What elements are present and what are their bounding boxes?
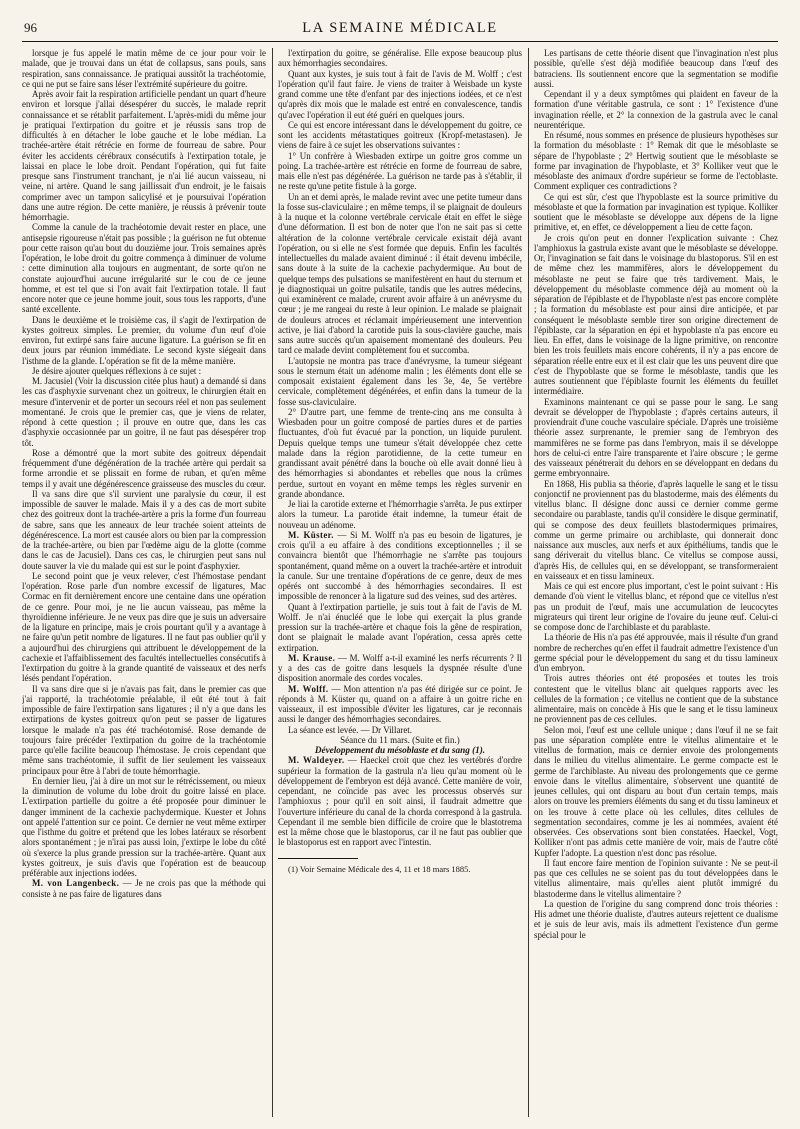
column-1 (22, 48, 266, 1117)
page-number: 96 (24, 20, 37, 35)
footnote: (1) Voir Semaine Médicale des 4, 11 et 18 mars 1885. (288, 863, 471, 874)
paragraph: Cependant il y a deux symptômes qui plaident en faveur de la formation d'une véritable gastrula, ce sont : 1° l'existence d'une invagination réelle, et 2° la connexion de la gastrula avec le canal neurentérique. (534, 89, 778, 130)
paragraph: Je liai la carotide externe et l'hémorrhagie s'arrêta. Je pus extirper alors la tumeur. La parotide était indemne, la tumeur était de nouveau un adénome. (278, 499, 522, 530)
paragraph: En dernier lieu, j'ai à dire un mot sur le rétrécissement, ou mieux la diminution de volume du lobe droit du goitre laissé en place. L'extirpation partielle du goitre a été proposée pour diminuer le danger imminent de la cachexie pachydermique. Kuester et Johns ont appelé l'attention sur ce point. Ce dernier ne veut même extirper que l'isthme du goitre et prétend que les lobes latéraux se résorbent alors spontanément ; je n'irai pas aussi loin, j'extirpe le lobe du côté où s'exerce la plus grande pression sur la trachée-artère. Quant aux kystes goitreux, je suis d'avis que l'opération est de beaucoup préférable aux injections iodées. (22, 775, 266, 878)
paragraph: Selon moi, l'œuf est une cellule unique ; dans l'œuf il ne se fait pas une séparation complète entre le vitellus alimentaire et le vitellus de formation, mais ce dernier envoie des prolongements dans le milieu du vitellus alimentaire. Le germe compacte est le germe de l'archiblaste. Au niveau des prolongements que ce germe envoie dans le vitellus alimentaire, s'observent une quantité de jeunes cellules, qui ont disparu au bout d'un certain temps, mais alors on trouve les premiers éléments du sang et du tissu lamineux et on les trouve à cette place où les cellules, dites cellules de segmentation secondaires, comme je les ai nommées, avaient été observées. Ces observations sont bien constatées. Haeckel, Vogt, Kolliker n'ont pas admis cette manière de voir, mais de l'autre côté Kupfer l'adopte. La question n'est donc pas résolue. (534, 724, 778, 858)
paragraph: M. Jacusiel (Voir la discussion citée plus haut) a demandé si dans les cas d'asphyxie survenant chez un goitreux, le chirurgien était en mesure d'intervenir et de porter un secours réel et non pas seulement momentané. Je crois que le premier cas, que je viens de relater, répond à cette question ; il prouve en outre que, dans les cas d'asphyxie occasionnée par un goitre, il ne faut pas désespérer trop tôt. (22, 376, 266, 448)
page-header (22, 12, 778, 42)
session-closing: La séance est levée. — Dr Villaret. (288, 724, 412, 735)
paragraph: Il faut encore faire mention de l'opinion suivante : Ne se peut-il pas que ces cellules ne se soient pas du tout développées dans le vitellus alimentaire, mais qu'elles aient plutôt immigré du blastoderme dans le vitellus alimentaire ? (534, 857, 778, 899)
speaker-paragraph (278, 530, 522, 602)
column-2 (278, 48, 522, 1117)
paragraph: Je crois qu'on peut en donner l'explication suivante : Chez l'amphioxus la gastrula existe avant que le mésoblaste se développe. Or, l'invagination se fait dans le voisinage du blastoporus. S'il en est de même chez les mammifères, alors le développement du mésoblaste ne peut se faire que très tardivement. Mais, le développement du mésoblaste commence déjà au moment où la séparation de l'épiblaste et de l'hypoblaste n'est pas encore complète ; la formation du mésoblaste est pour ainsi dire anticipée, et par conséquent le mésoblaste semble tirer son origine directement de l'épiblaste, car la séparation en épi et hypoblaste n'a pas encore eu lieu. En effet, dans le voisinage de la ligne primitive, on rencontre bien les trois feuillets mais encore cohérents, il n'y a pas encore de séparation réelle entre eux et il est clair que les uns peuvent dire que c'est de l'hypoblaste que se forme le mésoblaste, tandis que les autres soutiennent que l'épiblaste fournit les éléments du feuillet intermédiaire. (534, 232, 778, 397)
section-title: Développement du mésoblaste et du sang (1). (314, 745, 486, 755)
speaker-name: M. Küster. (288, 529, 334, 540)
journal-title: LA SEMAINE MÉDICALE (302, 20, 498, 36)
paragraph: Ce qui est sûr, c'est que l'hypoblaste est la source primitive du mésoblaste et que la formation par invagination est typique. Kolliker soutient que le mésoblaste se développe aux dépens de la ligne primitive, et, en effet, ce développement a lieu de cette façon. (534, 191, 778, 233)
paragraph: lorsque je fus appelé le matin même de ce jour pour voir le malade, que je trouvai dans un état de collapsus, sans pouls, sans respiration, sans connaissance. Je pratiquai aussitôt la trachéotomie, ce qui ne put se faire sans léser l'extrémité supérieure du goitre. (22, 48, 266, 89)
session-heading: Séance du 11 mars. (Suite et fin.) (340, 734, 460, 745)
page (22, 12, 778, 1117)
column-3 (534, 48, 778, 1117)
paragraph: Ce qui est encore intéressant dans le développement du goitre, ce sont les accidents métastatiques goitreux (Kropf-metastasen). Je viens de faire à ce sujet les observations suivantes : (278, 119, 522, 151)
paragraph-text: — M. Wolff a-t-il examiné les nerfs récurrents ? Il y a des cas de goitre dans lesquels la dyspnée résulte d'une disposition anormale des cordes vocales. (278, 652, 522, 684)
paragraph: 2° D'autre part, une femme de trente-cinq ans me consulta à Wiesbaden pour un goitre composé de parties dures et de parties fluctuantes, d'où fut évacué par la ponction, un liquide purulent. Depuis quelque temps une tumeur s'était développée chez cette malade dans la région parotidienne, de la cette tumeur en grandissant avait pénétré dans la bouche où elle avait donné lieu à des hémorrhagies si abondantes et rebelles que nous la crûmes perdue, surtout en voyant en même temps les règles survenir en grande abondance. (278, 406, 522, 499)
paragraph-text: — Haeckel croit que chez les vertébrés d'ordre supérieur la formation de la gastrula n'a lieu qu'au moment où le développement de l'embryon est déjà avancé. Cette manière de voir, cependant, ne coïncide pas avec les processus observés sur l'amphioxus ; pour qu'il en soit ainsi, il faudrait admettre que l'ouverture inférieure du canal de la chorda correspond à la gastrula. Cependant il me semble bien difficile de croire que le blastotrema est la même chose que le blastoporus, car il ne faut pas oublier que le blastoporus est en rapport avec l'intestin. (278, 755, 522, 848)
paragraph-text: — Mon attention n'a pas été dirigée sur ce point. Je réponds à M. Küster qu, quand on a affaire à un goitre riche en vaisseaux, il est impossible d'éviter les ligatures, car je reconnais aussi le danger des hémorrhagies secondaires. (278, 683, 522, 725)
speaker-paragraph (278, 684, 522, 725)
paragraph: Rose a démontré que la mort subite des goitreux dépendait fréquemment d'une dégénération de la trachée artère qui perdait sa forme arrondie et se plissait en forme de ruban, et qu'en même temps il y avait une dégénérescence graisseuse des muscles du cœur. (22, 447, 266, 489)
text-columns (22, 48, 778, 1117)
paragraph: Dans le deuxième et le troisième cas, il s'agit de l'extirpation de kystes goitreux simples. Le premier, du volume d'un œuf d'oie environ, fut extirpé sans faire aucune ligature. La guérison se fit en deux jours par réunion immédiate. Le second kyste siégeait dans l'isthme de la glande. L'opération se fit de la même manière. (22, 314, 266, 366)
column-divider (528, 48, 529, 1117)
paragraph: Le second point que je veux relever, c'est l'hémostase pendant l'opération. Rose parle d'un nombre excessif de ligatures, Mac Cormac en fit dernièrement encore une centaine dans une opération de ce genre. Pour moi, je ne lie aucun vaisseau, pas même la thyroïdienne inférieure. Je ne veux pas dire que je suis un adversaire de la ligature en principe, mais je crois pourtant qu'il y a avantage à ne faire qu'un petit nombre de ligatures. Il ne faut pas oublier qu'il y a aujourd'hui des chirurgiens qui attribuent le développement de la cachexie et l'affaiblissement des facultés intellectuelles consécutifs à l'extirpation du goitre à la grande quantité de vaisseaux et des nerfs lésés pendant l'opération. (22, 570, 266, 684)
paragraph: Trois autres théories ont été proposées et toutes les trois contestent que le vitellus blanc ait quelques rapports avec les cellules de la formation ; ce vitellus ne contient que de la substance alimentaire, mais on concède à His que le sang et le tissu lamineux ne proviennent pas de ces cellules. (534, 673, 778, 725)
paragraph: Les partisans de cette théorie disent que l'invagination n'est plus possible, qu'elle s'est déjà modifiée beaucoup dans l'œuf des batraciens. Ils soutiennent encore que la segmentation se modifie aussi. (534, 48, 778, 89)
paragraph: Comme la canule de la trachéotomie devait rester en place, une antisepsie rigoureuse n'était pas possible ; la guérison ne fut obtenue pour cette raison qu'au bout du douzième jour. Trois semaines après l'opération, le lobe droit du goitre commença à diminuer de volume : cette diminution alla toujours en augmentant, de sorte qu'on ne constate aujourd'hui aucune irrégularité sur le cou de ce jeune homme, et est tel que si l'on avait fait l'extirpation totale. Il faut encore noter que ce jeune homme jouit, sous tous les rapports, d'une santé excellente. (22, 222, 266, 315)
paragraph: La théorie de His n'a pas été approuvée, mais il résulte d'un grand nombre de recherches qu'en effet il faudrait admettre l'existence d'un germe spécial pour le développement du sang et du tissu lamineux d'un embryon. (534, 632, 778, 673)
paragraph: l'extirpation du goitre, se généralise. Elle expose beaucoup plus aux hémorrhagies secondaires. (278, 48, 522, 69)
paragraph: Il va sans dire que s'il survient une paralysie du cœur, il est impossible de sauver le malade. Mais il y a des cas de mort subite chez des goitreux dont la trachée-artère a pris la forme d'un fourreau de sabre, sans que les anneaux de leur trachée soient atteints de dégénérescence. La mort est causée alors ou bien par la compression de la trachée-artère, ou bien par l'œdème aigu de la glotte (comme dans le cas de Jacusiel). Dans ces cas, le chirurgien peut sans nul doute sauver la vie du malade qui est sur le point d'asphyxier. (22, 488, 266, 571)
speaker-paragraph (278, 755, 522, 847)
paragraph: En 1868, His publia sa théorie, d'après laquelle le sang et le tissu conjonctif ne proviennent pas du blastoderme, mais des éléments du vitellus blanc. Il désigne donc aussi ce dernier comme germe secondaire ou parablaste, tandis qu'il considère le disque germinatif, qui se compose des deux feuillets blastodermiques primaires, comme un germe primaire ou archiblaste, qui donnerait donc naissance aux muscles, aux nerfs et aux épithéliums, tandis que le sang dériverait du vitellus blanc. Ce vitellus se compose aussi, d'après His, de cellules qui, en se développant, se transformeraient en vaisseaux et en tissu lamineux. (534, 478, 778, 581)
paragraph: Il va sans dire que si je n'avais pas fait, dans le premier cas que j'ai rapporté, la trachéotomie préalable, il eût été tout à fait impossible de faire l'extirpation sans ligatures ; il n'y a que dans les extirpations de kystes goitreux qu'on peut se passer de ligatures lorsque le malade n'a pas été trachéotomisé. Rose demande de toujours faire précéder l'extirpation du goitre de la trachéotomie parce qu'elle facilite beaucoup l'hémostase. Je crois cependant que même sans trachéotomie, il suffit de lier seulement les vaisseaux principaux pour être à l'abri de toute hémorrhagie. (22, 683, 266, 776)
paragraph: Examinons maintenant ce qui se passe pour le sang. Le sang devrait se développer de l'hypoblaste ; d'après certains auteurs, il proviendrait d'une couche vasculaire spéciale. D'après une troisième théorie assez surprenante, le premier sang de l'embryon des mammifères ne se forme pas dans l'embryon, mais il se développe hors de celui-ci entre l'aire transparente et l'aire obscure ; le germe des vaisseaux pénétrerait du dehors en se développant en dedans du germe embryonnaire. (534, 396, 778, 479)
column-divider (272, 48, 273, 1117)
speaker-name: M. von Langenbeck. (32, 878, 120, 889)
speaker-name: M. Wolff. (288, 683, 329, 694)
paragraph: Je désire ajouter quelques réflexions à ce sujet : (32, 365, 202, 376)
paragraph: Après avoir fait la respiration artificielle pendant un quart d'heure environ et lorsque j'allai désespérer du succès, le malade reprit connaissance et se rétablit parfaitement. L'après-midi du même jour je pratiquai l'extirpation du goitre et je réussis sans trop de difficultés à en détacher le lobe gauche et le lobe médian. La trachée-artère était rétrécie en forme de fourreau de sabre. Pour éviter les accidents cérébraux consécutifs à l'extirpation totale, je laissai en place le lobe droit. Pendant l'opération, qui fut faite presque sans l'instrument tranchant, je n'ai lié aucun vaisseau, ni veine, ni artère. Quand le sang jaillissait d'un endroit, je le faisais comprimer avec un tampon salicylisé et je poursuivai l'opération dans une autre région. De cette manière, je réussis à prévenir toute hémorrhagie. (22, 89, 266, 222)
paragraph: Un an et demi après, le malade revint avec une petite tumeur dans la fosse sus-claviculaire ; en même temps, il se plaignait de douleurs à la nuque et la colonne vertébrale cervicale était en effet le siège d'une déformation. Il est bon de noter que l'on ne sait pas si cette altération de la colonne vertébrale cervicale existait déjà avant l'opération, ou si elle ne s'est formée que depuis. Enfin les facultés intellectuelles du malade avaient diminué : il était devenu imbécile, sans doute à la suite de la cachexie pachydermique. Au bout de quelque temps des pulsations se manifestèrent en haut du sternum et je diagnostiquai un goitre pulsatile, tandis que les autres médecins, qui examinèrent ce malade, crurent avoir affaire à un anévrysme du cœur ; je me rangeai du reste à leur opinion. Le malade se plaignait de douleurs atroces et réclamait impérieusement une intervention active, je liai d'abord la carotide puis la sous-clavière gauche, mais sans autre succès qu'un apaisement momentané des douleurs. Peu tard ce malade devint complètement fou et succomba. (278, 191, 522, 356)
speaker-paragraph (22, 878, 266, 899)
speaker-name: M. Krause. (288, 652, 336, 663)
paragraph-text: — Si M. Wolff n'a pas eu besoin de ligatures, je crois qu'il a eu affaire à des conditions exceptionnelles ; il se convaincra bientôt que l'hémorrhagie ne s'arrête pas toujours spontanément, quand même on a ouvert la trachée-artère et introduit la canule. Sur une trentaine d'opérations de ce genre, deux de mes opérés ont succombé à des hémorrhagies secondaires. Il est impossible de renoncer à la ligature sud des veines, sud des artères. (278, 529, 522, 602)
paragraph-text: — Je ne crois pas que la méthode qui consiste à ne pas faire de ligatures dans (22, 878, 266, 899)
paragraph: L'autopsie ne montra pas trace d'anévrysme, la tumeur siégeant sous le sternum était un adénome malin ; les éléments dont elle se composait existaient également dans les 3e, 4e, 5e vertèbre cervicale, complètement dégénérées, et enfin dans la tumeur de la fosse sus-claviculaire. (278, 355, 522, 407)
paragraph: Quant aux kystes, je suis tout à fait de l'avis de M. Wolff ; c'est l'opération qu'il faut faire. Je viens de traiter à Weisbade un kyste grand comme une tête d'enfant par des injections iodées, et ce n'est qu'après dix mois que le malade est entré en convalescence, tandis qu'avec l'opération il eut été guéri en quelques jours. (278, 68, 522, 120)
paragraph: Mais ce qui est encore plus important, c'est le point suivant : His demande d'où vient le vitellus blanc, et répond que ce vitellus n'est pas un produit de l'œuf, mais une accumulation de leucocytes migrateurs qui tirent leur origine de l'ovaire du jeune œuf. Celui-ci se compose donc de l'archiblaste et du parablaste. (534, 581, 778, 632)
footnote-rule (278, 858, 358, 859)
speaker-paragraph (278, 653, 522, 684)
speaker-name: M. Waldeyer. (288, 755, 345, 766)
paragraph: La question de l'origine du sang comprend donc trois théories : His admet une théorie dualiste, d'autres auteurs rejettent ce dualisme et je suis de leur avis, mais ils admettent l'existence d'un germe spécial pour le (534, 898, 778, 940)
paragraph: Quant à l'extirpation partielle, je suis tout à fait de l'avis de M. Wolff. Je n'ai énucléé que le lobe qui exerçait la plus grande pression sur la trachée-artère et chaque fois la gêne de respiration, dont se plaignait le malade avant l'opération, cessa après cette extirpation. (278, 601, 522, 653)
paragraph: En résumé, nous sommes en présence de plusieurs hypothèses sur la formation du mésoblaste : 1° Remak dit que le mésoblaste se sépare de l'hypoblaste ; 2° Hertwig soutient que le mésoblaste se forme par invagination de l'hypoblaste, et 3° Kolliker veut que le mésoblaste des animaux d'ordre supérieur se forme de l'ectoblaste. Comment expliquer ces contradictions ? (534, 130, 778, 192)
paragraph: 1° Un confrère à Wiesbaden extirpe un goitre gros comme un poing. La trachée-artère est rétrécie en forme de fourreau de sabre, mais elle n'est pas dégénérée. La guérison ne tarde pas à s'établir, il ne reste qu'une petite fistule à la gorge. (278, 150, 522, 192)
